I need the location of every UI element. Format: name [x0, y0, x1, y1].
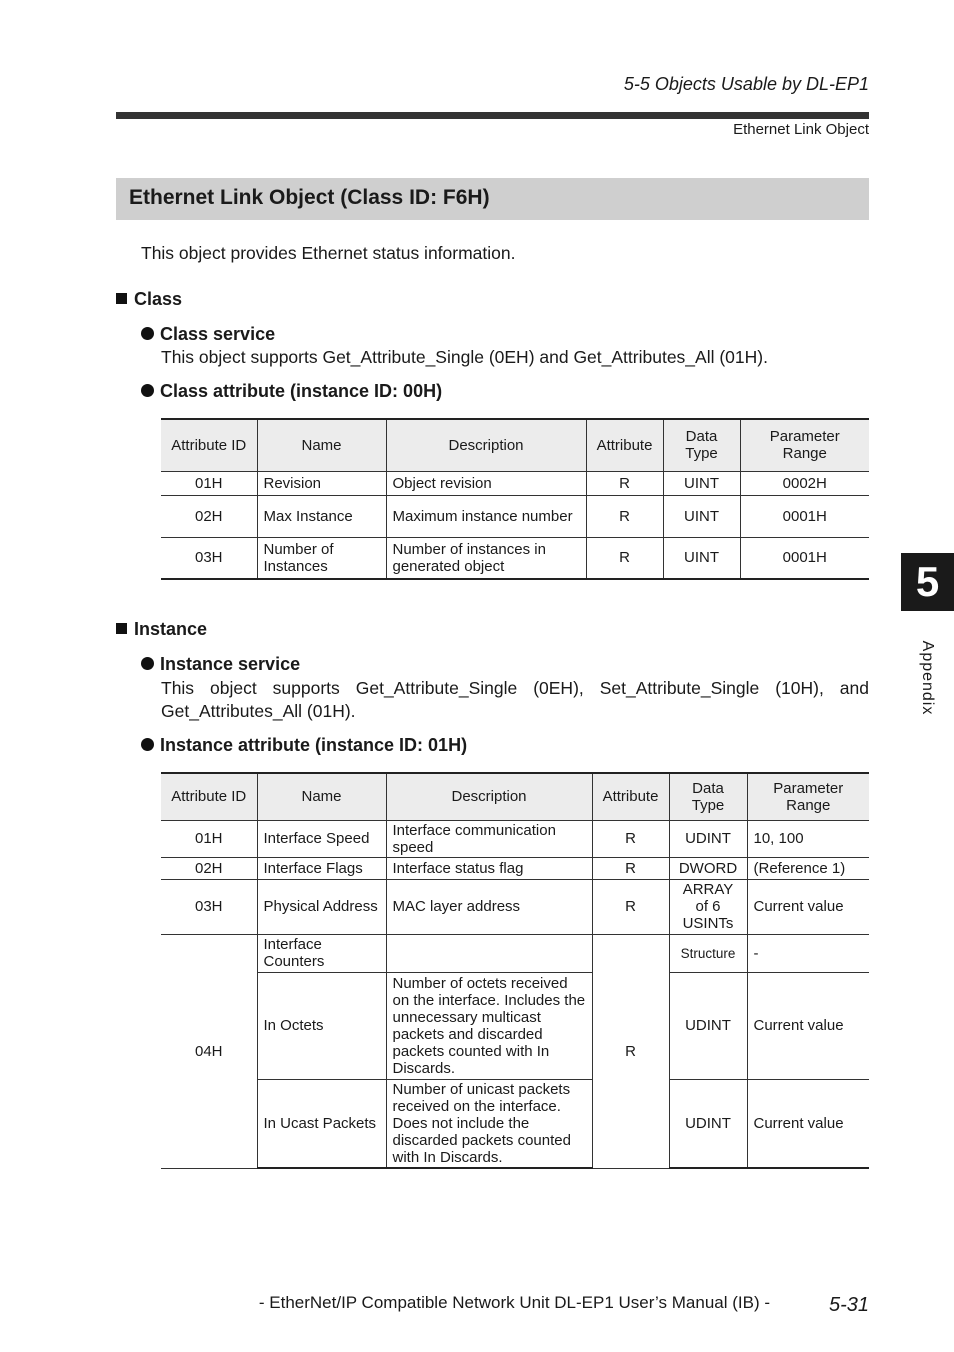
cell-attribute: R — [586, 495, 663, 537]
cell-attribute: R — [592, 857, 669, 879]
instance-heading-label: Instance — [134, 619, 208, 639]
cell-parameter-range: 10, 100 — [747, 820, 869, 857]
page-number: 5-31 — [828, 1294, 869, 1316]
cell-name: Max Instance — [257, 495, 386, 537]
header-rule — [116, 112, 869, 119]
cell-description: Interface communication speed — [386, 820, 592, 857]
instance-service-heading-label: Instance service — [160, 654, 301, 674]
intro-text: This object provides Ethernet status information. — [141, 243, 516, 263]
cell-description: Interface status flag — [386, 857, 592, 879]
cell-description: Object revision — [386, 471, 586, 495]
cell-data-type: UDINT — [669, 1079, 747, 1168]
header-attribute-id: Attribute ID — [161, 773, 257, 820]
round-bullet-icon — [141, 738, 154, 751]
square-bullet-icon — [116, 293, 127, 304]
cell-data-type: UINT — [663, 495, 740, 537]
cell-data-type: ARRAY of 6 USINTs — [669, 879, 747, 934]
cell-attribute-id: 03H — [161, 879, 257, 934]
square-bullet-icon — [116, 623, 127, 634]
class-service-heading-label: Class service — [160, 324, 276, 344]
cell-data-type: UDINT — [669, 820, 747, 857]
header-description: Description — [386, 419, 586, 471]
cell-attribute: R — [586, 537, 663, 579]
round-bullet-icon — [141, 327, 154, 340]
class-attribute-heading-label: Class attribute (instance ID: 00H) — [160, 381, 443, 401]
cell-name: Interface Speed — [257, 820, 386, 857]
table-row — [161, 1079, 869, 1168]
table-row — [161, 820, 869, 857]
round-bullet-icon — [141, 657, 154, 670]
cell-attribute: R — [592, 934, 669, 1168]
subsection-label: Ethernet Link Object — [733, 121, 869, 138]
cell-name: In Octets — [257, 972, 386, 1079]
instance-attribute-heading-label: Instance attribute (instance ID: 01H) — [160, 735, 468, 755]
title-bar — [116, 178, 869, 220]
instance-service-heading — [141, 654, 300, 675]
cell-parameter-range: - — [747, 934, 869, 972]
header-attribute: Attribute — [586, 419, 663, 471]
class-service-heading — [141, 324, 275, 345]
table-row — [161, 934, 869, 972]
instance-attribute-table — [161, 772, 869, 1169]
class-heading-label: Class — [134, 289, 183, 309]
cell-data-type: UDINT — [669, 972, 747, 1079]
instance-attribute-heading — [141, 735, 467, 756]
cell-attribute-id: 03H — [161, 537, 257, 579]
table-row — [161, 879, 869, 934]
header-data-type: Data Type — [663, 419, 740, 471]
cell-parameter-range: Current value — [747, 972, 869, 1079]
cell-description — [386, 934, 592, 972]
cell-description: Maximum instance number — [386, 495, 586, 537]
header-name: Name — [257, 419, 386, 471]
cell-parameter-range: 0002H — [740, 471, 869, 495]
cell-description: MAC layer address — [386, 879, 592, 934]
cell-name: Interface Counters — [257, 934, 386, 972]
table-row — [161, 471, 869, 495]
table-row — [161, 857, 869, 879]
cell-attribute-id: 04H — [161, 934, 257, 1168]
table-header-row — [161, 773, 869, 820]
cell-description: Number of unicast packets received on the interface. Does not include the discarded packets counted with In Discards. — [386, 1079, 592, 1168]
header-description: Description — [386, 773, 592, 820]
cell-name: In Ucast Packets — [257, 1079, 386, 1168]
cell-data-type: DWORD — [669, 857, 747, 879]
page-title: Ethernet Link Object (Class ID: F6H) — [129, 186, 490, 209]
cell-parameter-range: 0001H — [740, 495, 869, 537]
cell-attribute: R — [592, 820, 669, 857]
class-service-text: This object supports Get_Attribute_Single (0EH) and Get_Attributes_All (01H). — [161, 347, 768, 367]
cell-attribute-id: 01H — [161, 471, 257, 495]
cell-data-type: UINT — [663, 471, 740, 495]
cell-description: Number of instances in generated object — [386, 537, 586, 579]
cell-parameter-range: (Reference 1) — [747, 857, 869, 879]
section-header: 5-5 Objects Usable by DL-EP1 — [623, 74, 869, 94]
chapter-label: Appendix — [919, 640, 936, 716]
class-attribute-table — [161, 418, 869, 580]
chapter-tab: 5 — [901, 553, 954, 611]
cell-parameter-range: Current value — [747, 1079, 869, 1168]
table-header-row — [161, 419, 869, 471]
table-row — [161, 972, 869, 1079]
instance-heading — [116, 619, 207, 640]
header-name: Name — [257, 773, 386, 820]
class-attribute-heading — [141, 381, 442, 402]
cell-attribute-id: 01H — [161, 820, 257, 857]
cell-attribute-id: 02H — [161, 857, 257, 879]
cell-name: Physical Address — [257, 879, 386, 934]
cell-parameter-range: Current value — [747, 879, 869, 934]
cell-attribute: R — [586, 471, 663, 495]
header-data-type: Data Type — [669, 773, 747, 820]
header-attribute: Attribute — [592, 773, 669, 820]
cell-data-type: Structure — [669, 934, 747, 972]
header-parameter-range: Parameter Range — [740, 419, 869, 471]
round-bullet-icon — [141, 384, 154, 397]
instance-service-text: This object supports Get_Attribute_Single (0EH), Set_Attribute_Single (10H), and Get_Attributes_All (01H). — [161, 678, 869, 721]
class-heading — [116, 289, 182, 310]
cell-description: Number of octets received on the interface. Includes the unnecessary multicast packets and discarded packets counted with In Discards. — [386, 972, 592, 1079]
cell-parameter-range: 0001H — [740, 537, 869, 579]
table-row — [161, 495, 869, 537]
footer-text: - EtherNet/IP Compatible Network Unit DL-EP1 User’s Manual (IB) - — [258, 1293, 770, 1312]
table-row — [161, 537, 869, 579]
cell-name: Revision — [257, 471, 386, 495]
cell-attribute: R — [592, 879, 669, 934]
header-attribute-id: Attribute ID — [161, 419, 257, 471]
cell-attribute-id: 02H — [161, 495, 257, 537]
cell-name: Number of Instances — [257, 537, 386, 579]
cell-data-type: UINT — [663, 537, 740, 579]
cell-name: Interface Flags — [257, 857, 386, 879]
header-parameter-range: Parameter Range — [747, 773, 869, 820]
